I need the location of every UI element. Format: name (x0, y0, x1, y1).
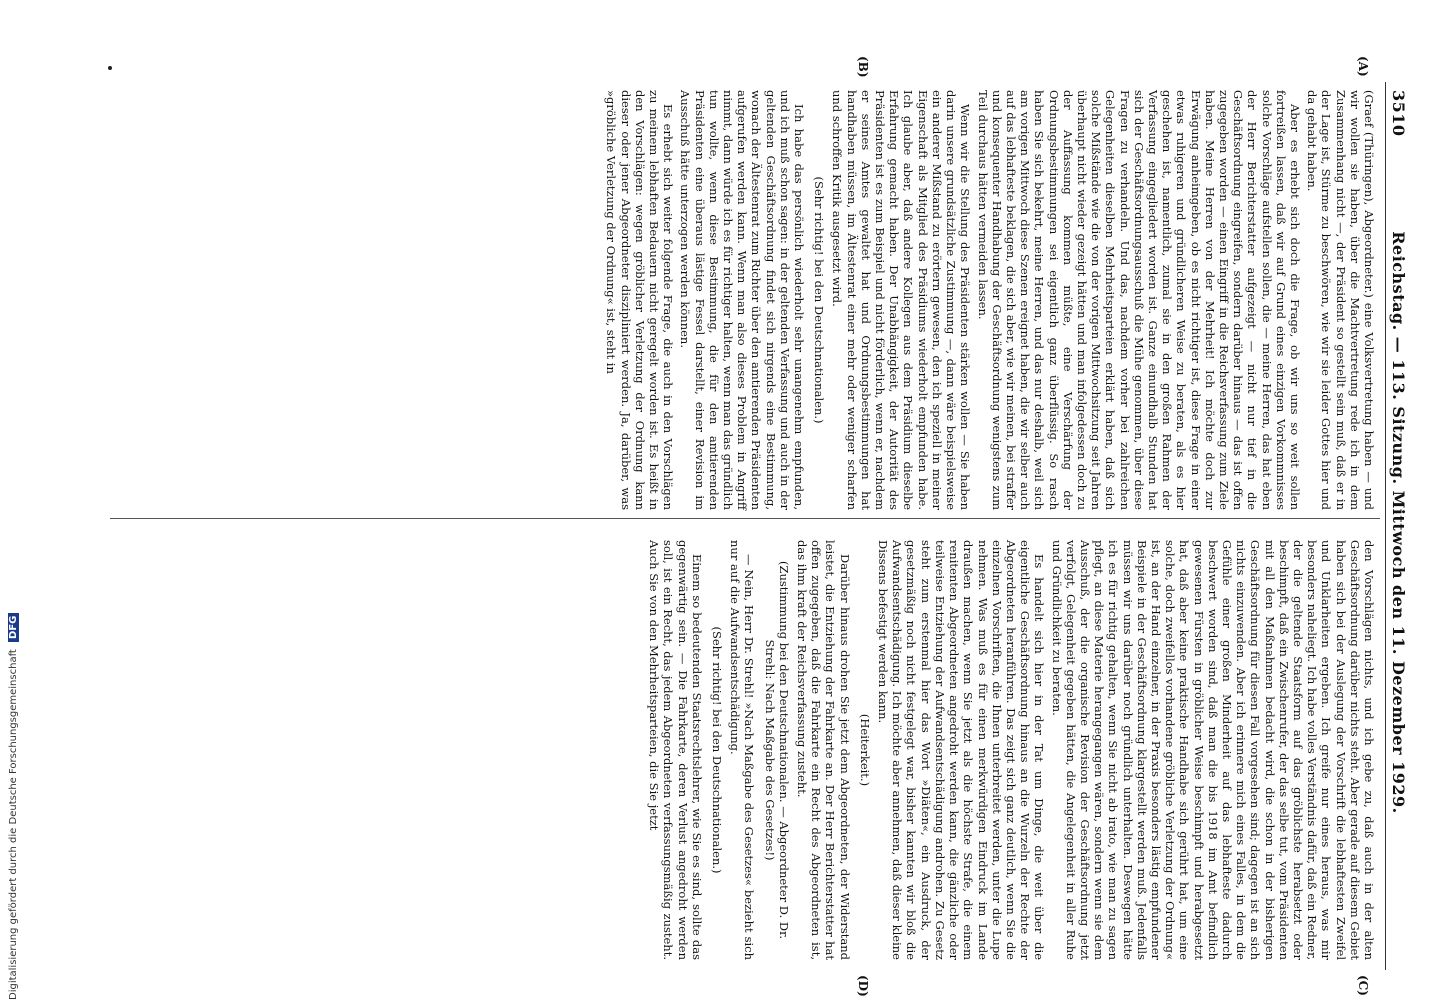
digitization-credit (8, 615, 408, 1000)
left-paragraph-3: Wenn wir die Stellung des Präsidenten stärken wollen — Sie haben darin unsere grundsätzliche Zustimmung —, dann wäre beispielsweise ein anderer Mißstand zu erörtern gewesen, den ich speziell in meiner Eigenschaft als Mitglied des Präsidiums wiederholt empfunden habe. Ich glaube aber, daß andere Kollegen aus dem Präsidium dieselbe Erfahrung gemacht haben. Der Unabhängigkeit, der Autorität des Präsidenten ist es zum Beispiel und nicht förderlich, wenn er, nachdem er seines Amtes gewaltet hat und Ordnungsbestimmungen hat handhaben müssen, im Ältestenrat einer mehr oder weniger scharfen und schroffen Kritik ausgesetzt wird. (830, 90, 973, 510)
right-interjection-2: (Zustimmung bei den Deutschnationalen. — Abgeordneter D. Dr. Strehl: Nach Maßgabe des Gesetzes!) (762, 560, 791, 939)
page-header (1384, 70, 1410, 975)
margin-mark-d: (D) (856, 975, 870, 997)
left-paragraph-1: (Graef (Thüringen), Abgeordneter.) eine Volksvertretung haben — und wir wollen sie haben, über die Machtvertretung rede ich in dem Zusammenhang nicht —, der Präsident so gestellt sein muß, daß er in der Lage ist, Stürme zu beschwören, wie wir sie leider Gottes hier und da gehabt haben. (1305, 90, 1376, 510)
margin-mark-a: (A) (1356, 56, 1370, 77)
right-interjection-1: (Heiterkeit.) (857, 713, 872, 787)
right-paragraph-1: den Vorschlägen nichts, und ich gebe zu, daß auch in der alten Geschäftsordnung darüber nichts steht. Aber gerade auf diesem Gebiet haben sich bei der Auslegung der Vorschrift die lebhaftesten Zweifel und Unklarheiten ergeben. Ich greife nur eines heraus, was mir besonders naheliegt. Ich habe volles Verständnis dafür, daß ein Redner, der die geltende Staatsform auf das gröblichste herabsetzt oder beschimpft, daß ein Zwischenrufer, der das selbe tut, vom Präsidenten mit all den Maßnahmen bedacht wird, die schon in der bisherigen Geschäftsordnung für diesen Fall vorgesehen sind; dagegen ist an sich nichts einzuwenden. Aber ich erinnere mich eines Falles, in dem die Gefühle einer großen Minderheit auf das lebhafteste dadurch beschwert worden sind, daß man die bis 1918 im Amt befindlich gewesenen Fürsten in gröblicher Weise beschimpft und herabgesetzt hat, daß aber keine praktische Handhabe sich gerührt hat, um eine solche, doch zweifellos vorhandene gröbliche Verletzung der Ordnung« ist, an der Hand einzelner, in der Praxis besonders lästig empfundener Beispiele in der Geschäftsordnung klargestellt werden muß. Jedenfalls müssen wir uns darüber noch gründlich unterhalten. Deswegen hätte ich es für richtig gehalten, wenn Sie nicht ab irato, wie man zu sagen pflegt, an diese Materie herangegangen wären, sondern wenn sie dem Ausschuß, der die organische Revision der Geschäftsordnung jetzt verfolgt, Gelegenheit gegeben hätten, die Angelegenheit in aller Ruhe und Gründlichkeit zu beraten. (1049, 540, 1376, 960)
right-paragraph-4: — Nein, Herr Dr. Strehl! »Nach Maßgabe des Gesetzes« bezieht sich nur auf die Aufwandsentschädigung. (728, 540, 757, 960)
left-paragraph-4: Ich habe das persönlich wiederholt sehr unangenehm empfunden, und ich muß schon sagen: in der geltenden Verfassung und auch in der geltenden Geschäftsordnung findet sich nirgends eine Bestimmung, wonach der Ältestenrat zum Richter über den amtierenden Präsidenten aufgerufen werden kann. Wenn man also dieses Problem in Angriff nimmt, dann würde ich es für richtiger halten, wenn man das gründlich tun wollte, wenn diese Bestimmung, die für den amtierenden Präsidenten eine überaus lästige Fessel darstellt, einer Revision im Ausschuß hätte unterzogen werden können. (678, 90, 807, 510)
margin-mark-b: (B) (856, 56, 870, 78)
column-divider (110, 518, 1380, 519)
page-number: 3510 (1389, 90, 1408, 137)
dfg-logo: DFG (8, 613, 19, 642)
credit-text: Digitalisierung gefördert durch die Deutsche Forschungsgemeinschaft (8, 649, 19, 1000)
right-paragraph-3: Darüber hinaus drohen Sie jetzt dem Abgeordneten, der Widerstand leistet, die Entziehung der Fahrkarte an. Der Herr Berichterstatter hat offen zugegeben, daß die Fahrkarte ein Recht des Abgeordneten ist, das ihm kraft der Reichsverfassung zusteht. (795, 540, 852, 960)
right-interjection-3: (Sehr richtig! bei den Deutschnationalen.) (710, 626, 725, 874)
page-title: Reichstag. — 113. Sitzung. Mittwoch den 11. Dezember 1929. (1389, 231, 1408, 814)
header-rule (1385, 82, 1386, 970)
rotated-document-page (100, 56, 1410, 997)
right-column (644, 540, 1376, 960)
left-paragraph-2: Aber es erhebt sich doch die Frage, ob wir uns so weit sollen fortreißen lassen, daß wir auf Grund eines einzigen Vorkommnisses solche Vorschläge aufstellen sollen, die — meine Herren, das hat eben der Herr Berichterstatter aufgezeigt — nicht nur tief in die Geschäftsordnung eingreifen, sondern darüber hinaus — das ist offen zugegeben worden — einen Eingriff in die Reichsverfassung zum Ziele haben. Meine Herren von der Mehrheit! Ich möchte doch zur Erwägung anheimgeben, ob es nicht richtiger ist, diese Frage in einer etwas ruhigeren und gründlicheren Weise zu beraten, als es hier geschehen ist, namentlich, zumal sie in den großen Rahmen der Verfassung eingegliedert worden ist. Ganze einundhalb Stunden hat sich der Geschäftsordnungsausschuß die Mühe genommen, über diese Fragen zu verhandeln. Und das, nachdem vorher bei zahlreichen Gelegenheiten dieselben Mehrheitsparteien erklärt haben, daß sich solche Mißstände wie die von der vorigen Mittwochsitzung seit Jahren überhaupt nicht wieder gezeigt hätten und man infolgedessen doch zu der Auffassung kommen müßte, eine Verschärfung der Ordnungsbestimmungen sei eigentlich ganz überflüssig. So rasch haben Sie sich bekehrt, meine Herren, und das nur deshalb, weil sich am vorigen Mittwoch diese Szenen ereignet haben, die wir selber auch auf das lebhafteste beklagen, die sich aber, wie wir meinen, bei straffer und konsequenter Handhabung der Geschäftsordnung wenigstens zum Teil durchaus hätten vermeiden lassen. (975, 90, 1302, 510)
right-paragraph-5: Einem so bedeutenden Staatsrechtslehrer, wie Sie es sind, sollte das gegenwärtig sein. — Die Fahrkarte, deren Verlust angedroht werden soll, ist ein Recht, das jedem Abgeordneten verfassungsmäßig zusteht. Auch Sie von den Mehrheitsparteien, die Sie jetzt (647, 540, 704, 960)
margin-mark-c: (C) (1356, 975, 1370, 996)
left-column (601, 90, 1376, 510)
left-paragraph-5: Es erhebt sich weiter folgende Frage, die auch in den Vorschlägen zu meinem lebhaften Bedauern nicht geregelt worden ist. Es heißt in den Vorschlägen: wegen gröblicher Verletzung der Ordnung kann dieser oder jener Abgeordneter diszipliniert werden. Ja, darüber, was »gröbliche Verletzung der Ordnung« ist, steht in (604, 90, 676, 510)
right-paragraph-2: Es handelt sich hier in der Tat um Dinge, die weit über die eigentliche Geschäftsordnung hinaus an die Wurzeln der Rechte der Abgeordneten heranführen. Das zeigt sich ganz deutlich, wenn Sie die einzelnen Vorschriften, die Ihnen unterbreitet werden, unter die Lupe nehmen. Was muß es für einen merkwürdigen Eindruck im Lande draußen machen, wenn Sie jetzt als die höchste Strafe, die einem renitenten Abgeordneten angedroht werden kann, die gänzliche oder teilweise Entziehung der Aufwandsentschädigung androhen. Zu Gesetz steht zum erstenmal hier das Wort »Diäten«, ein Ausdruck, der gesetzmäßig noch nicht festgelegt war, bisher kannten wir bloß die Aufwandsentschädigung. Ich möchte aber annehmen, daß dieser kleine Dissens befestigt werden kann. (876, 540, 1047, 960)
left-interjection-1: (Sehr richtig! bei den Deutschnationalen.) (812, 176, 827, 424)
